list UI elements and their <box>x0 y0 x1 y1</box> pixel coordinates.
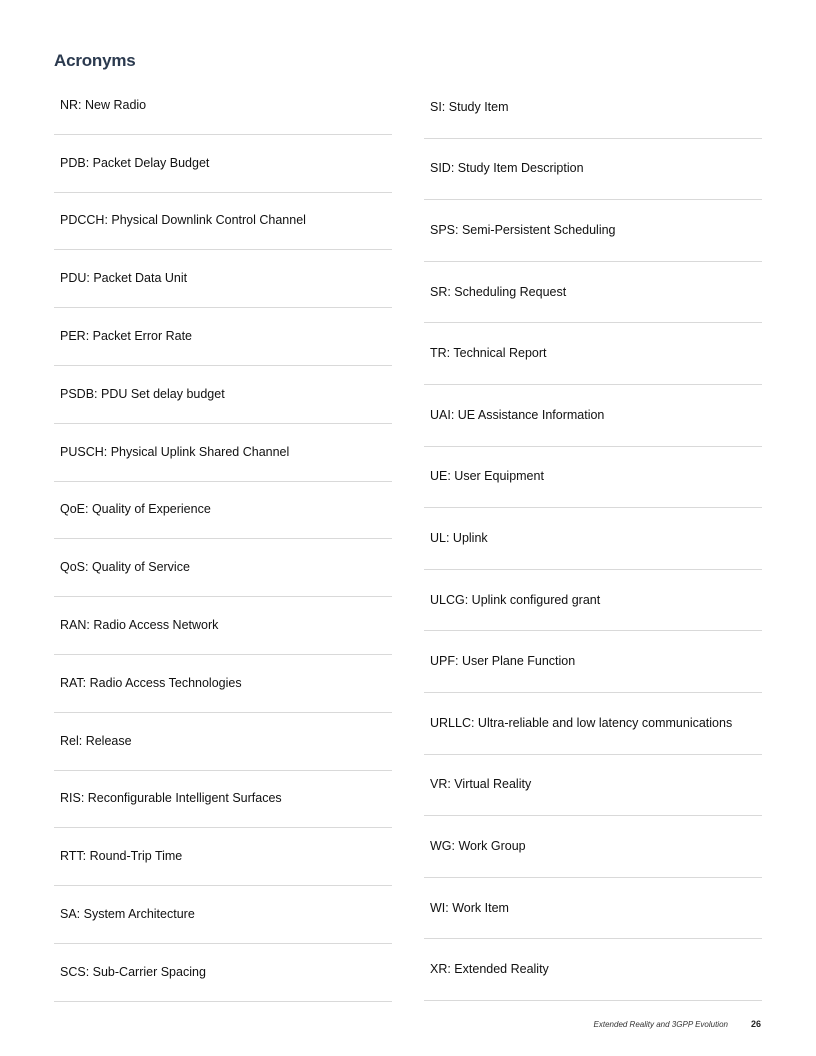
acronym-item: PSDB: PDU Set delay budget <box>54 366 392 424</box>
acronym-item: TR: Technical Report <box>424 323 762 385</box>
footer-document-title: Extended Reality and 3GPP Evolution <box>593 1020 728 1029</box>
acronym-item: SID: Study Item Description <box>424 139 762 201</box>
acronym-item: PDU: Packet Data Unit <box>54 250 392 308</box>
acronym-item: PDCCH: Physical Downlink Control Channel <box>54 193 392 251</box>
acronym-item: URLLC: Ultra-reliable and low latency communications <box>424 693 762 755</box>
acronym-item: SCS: Sub-Carrier Spacing <box>54 944 392 1002</box>
acronym-item: WI: Work Item <box>424 878 762 940</box>
acronym-item: WG: Work Group <box>424 816 762 878</box>
acronym-item: Rel: Release <box>54 713 392 771</box>
page-number: 26 <box>750 1019 761 1029</box>
acronym-item: ULCG: Uplink configured grant <box>424 570 762 632</box>
acronym-list-right <box>424 77 762 1001</box>
acronym-item: NR: New Radio <box>54 77 392 135</box>
acronym-item: SI: Study Item <box>424 77 762 139</box>
acronym-item: RIS: Reconfigurable Intelligent Surfaces <box>54 771 392 829</box>
acronym-item: SA: System Architecture <box>54 886 392 944</box>
acronym-item: VR: Virtual Reality <box>424 755 762 817</box>
acronym-item: UL: Uplink <box>424 508 762 570</box>
acronym-item: QoS: Quality of Service <box>54 539 392 597</box>
acronym-item: RAN: Radio Access Network <box>54 597 392 655</box>
acronym-item: QoE: Quality of Experience <box>54 482 392 540</box>
acronym-item: PDB: Packet Delay Budget <box>54 135 392 193</box>
page-title: Acronyms <box>54 51 136 70</box>
acronym-item: UPF: User Plane Function <box>424 631 762 693</box>
acronym-item: UE: User Equipment <box>424 447 762 509</box>
acronym-item: SR: Scheduling Request <box>424 262 762 324</box>
page-footer <box>594 1019 761 1029</box>
acronym-item: UAI: UE Assistance Information <box>424 385 762 447</box>
acronym-item: RAT: Radio Access Technologies <box>54 655 392 713</box>
acronym-item: SPS: Semi-Persistent Scheduling <box>424 200 762 262</box>
acronym-list-left <box>54 77 392 1002</box>
acronym-item: XR: Extended Reality <box>424 939 762 1001</box>
acronym-item: RTT: Round-Trip Time <box>54 828 392 886</box>
acronym-item: PER: Packet Error Rate <box>54 308 392 366</box>
acronym-item: PUSCH: Physical Uplink Shared Channel <box>54 424 392 482</box>
